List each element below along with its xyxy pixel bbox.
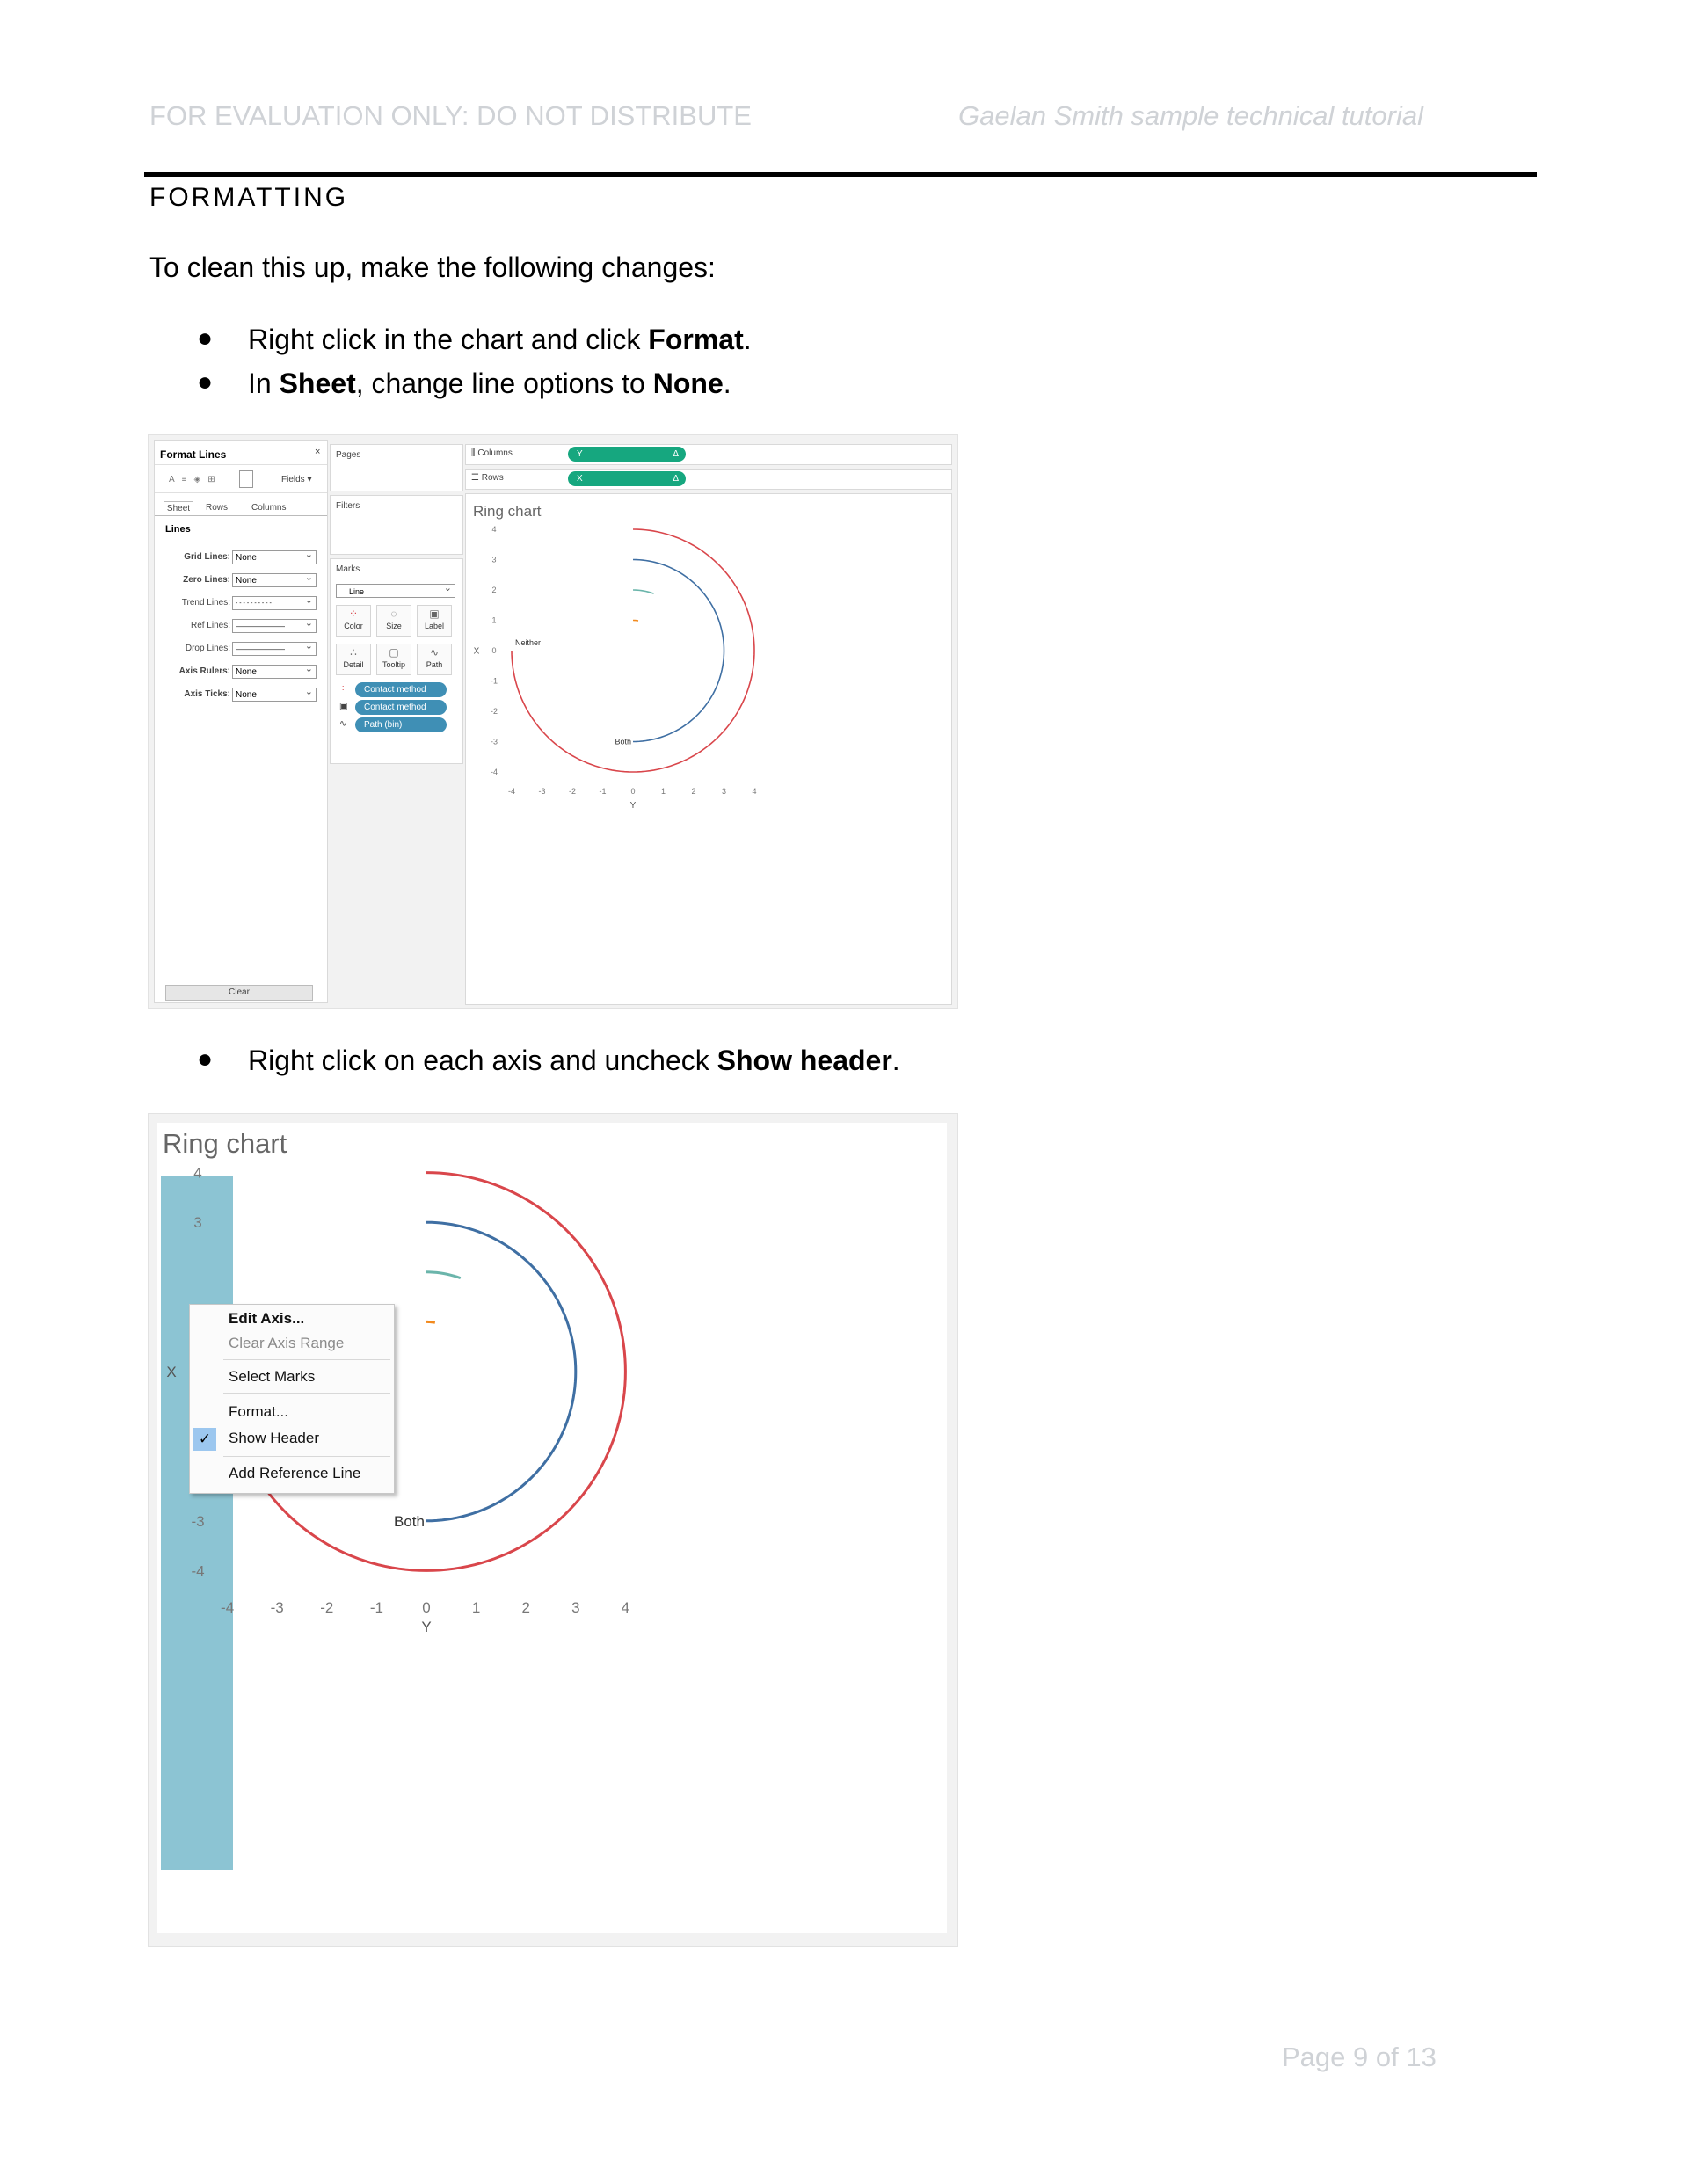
tab-rows[interactable]: Rows: [206, 503, 229, 513]
color-button[interactable]: [336, 605, 371, 637]
columns-shelf[interactable]: [465, 444, 952, 465]
x-tick-label: 0: [630, 787, 636, 796]
section-title: FORMATTING: [149, 183, 349, 212]
x-tick-label: 3: [721, 787, 727, 796]
pages-label: Pages: [336, 450, 361, 460]
bullet-bold: None: [652, 368, 724, 399]
pill-path-bin[interactable]: Path (bin): [355, 717, 447, 732]
header-rule: [144, 172, 1537, 177]
y-tick-label: 3: [491, 555, 497, 564]
detail-icon: ∴: [350, 646, 357, 659]
tab-columns[interactable]: Columns: [251, 503, 287, 513]
size-icon: ◌: [390, 608, 397, 620]
bullet-text: .: [723, 368, 731, 399]
menu-separator: [223, 1393, 390, 1394]
bullet-text: Right click in the chart and click: [248, 324, 649, 355]
ring-chart-svg-2: [157, 1123, 947, 1933]
drop-lines-select[interactable]: ——————— ⌄: [232, 642, 316, 656]
y-tick-label: 4: [491, 525, 497, 535]
axis-context-menu: [189, 1304, 395, 1494]
ring-chart-svg: [466, 494, 951, 1004]
intro-paragraph: To clean this up, make the following changes:: [149, 251, 716, 283]
bullet-bold: Show header: [717, 1045, 892, 1076]
chart-title: Ring chart: [473, 503, 542, 520]
x-tick-label: -4: [221, 1599, 235, 1616]
zero-lines-select[interactable]: None ⌄: [232, 573, 316, 587]
axis-ticks-label: Axis Ticks:: [184, 689, 230, 699]
clear-button[interactable]: Clear: [165, 985, 313, 1001]
delta-icon: Δ: [673, 449, 679, 459]
y-tick-label: -1: [490, 676, 498, 686]
tab-sheet[interactable]: Sheet: [164, 501, 193, 516]
path-pill-icon: ∿: [339, 719, 347, 729]
y-tick-label: -3: [490, 737, 498, 746]
chart-view[interactable]: [465, 493, 952, 1005]
axis-rulers-label: Axis Rulers:: [178, 666, 230, 676]
x-tick-label: -2: [320, 1599, 334, 1616]
color-icon: ⁘: [348, 608, 359, 620]
bullet-text: .: [743, 324, 752, 355]
bullet-icon: ●: [197, 324, 214, 353]
format-lines-panel: [154, 440, 328, 1003]
bullet-show-header: [197, 1045, 900, 1077]
label-both: Both: [615, 737, 631, 746]
x-tick-label: 2: [691, 787, 696, 796]
zero-lines-label: Zero Lines:: [183, 575, 230, 585]
bullet-bold: Format: [648, 324, 744, 355]
ring-series-1: [512, 529, 754, 772]
y-tick-label: -4: [490, 768, 498, 777]
label-button[interactable]: [417, 605, 452, 637]
menu-format[interactable]: Format...: [229, 1403, 289, 1420]
marks-label: Marks: [336, 564, 360, 574]
x-tick-label: -1: [369, 1599, 383, 1616]
lines-icon[interactable]: [239, 470, 253, 488]
bullet-text: .: [891, 1045, 900, 1076]
label-icon: ▣: [429, 608, 440, 620]
grid-lines-select[interactable]: None ⌄: [232, 550, 316, 564]
ring-series-4: [633, 621, 638, 622]
menu-show-header[interactable]: Show Header: [229, 1430, 320, 1446]
x-tick-label: 4: [621, 1599, 630, 1616]
grid-lines-label: Grid Lines:: [184, 552, 230, 562]
x-tick-label: -2: [568, 787, 577, 796]
size-button[interactable]: [376, 605, 411, 637]
chart-title-2: Ring chart: [163, 1128, 287, 1159]
delta-icon: Δ: [673, 474, 679, 484]
drop-lines-label: Drop Lines:: [185, 644, 230, 653]
pill-contact-method-color[interactable]: Contact method: [355, 682, 447, 697]
x-tick-label: -1: [599, 787, 607, 796]
menu-separator: [223, 1359, 390, 1360]
format-toolbar-icons[interactable]: A≡◈⊞: [169, 475, 222, 484]
ring-series-2: [633, 560, 724, 742]
rows-pill-x[interactable]: [568, 471, 686, 486]
fields-dropdown[interactable]: Fields ▾: [281, 475, 312, 484]
bullet-sheet: [197, 368, 731, 400]
chart-view-2[interactable]: [157, 1123, 947, 1933]
header-evaluation-notice: FOR EVALUATION ONLY: DO NOT DISTRIBUTE: [149, 100, 752, 131]
bullet-icon: ●: [197, 1045, 214, 1074]
rows-label: ☰ Rows: [471, 473, 504, 483]
y-tick-label: 1: [491, 615, 497, 625]
ref-lines-select[interactable]: ——————— ⌄: [232, 619, 316, 633]
bullet-text: , change line options to: [355, 368, 653, 399]
ring-series-4: [426, 1321, 435, 1322]
divider: [155, 464, 327, 465]
label-neither: Neither: [515, 638, 542, 647]
y-axis-title: X: [473, 646, 480, 657]
y-tick-label: 4: [193, 1164, 202, 1182]
columns-pill-y[interactable]: [568, 447, 686, 462]
menu-separator: [223, 1456, 390, 1457]
filters-label: Filters: [336, 501, 360, 511]
x-tick-label: 2: [521, 1599, 530, 1616]
bullet-format: [197, 324, 752, 356]
trend-lines-select[interactable]: - - - - - - - - - - ⌄: [232, 596, 316, 610]
x-tick-label: 0: [422, 1599, 431, 1616]
columns-label: ⫼ Columns: [471, 448, 513, 458]
axis-ticks-select[interactable]: None ⌄: [232, 688, 316, 702]
pages-shelf[interactable]: [330, 444, 463, 491]
x-tick-label: 4: [752, 787, 757, 796]
bullet-bold: Sheet: [279, 368, 356, 399]
close-icon[interactable]: ×: [315, 447, 321, 457]
marks-card: [330, 558, 463, 764]
label-both: Both: [394, 1512, 425, 1530]
detail-button[interactable]: [336, 644, 371, 675]
lines-section-label: Lines: [165, 524, 191, 535]
bullet-text: In: [248, 368, 280, 399]
menu-add-reference-line[interactable]: Add Reference Line: [229, 1465, 361, 1481]
ring-series-3: [633, 590, 654, 593]
x-tick-label: 3: [571, 1599, 580, 1616]
y-tick-label: 2: [491, 586, 497, 595]
axis-rulers-select[interactable]: None ⌄: [232, 665, 316, 679]
y-tick-label: 3: [193, 1214, 202, 1232]
tooltip-button-label: Tooltip: [382, 660, 405, 669]
path-button-label: Path: [426, 660, 443, 669]
pill-y-label: Y: [577, 449, 583, 459]
tooltip-button[interactable]: [376, 644, 411, 675]
y-tick-label: 0: [491, 646, 497, 656]
format-panel-title: Format Lines: [160, 448, 227, 461]
pill-contact-method-label[interactable]: Contact method: [355, 700, 447, 715]
menu-select-marks[interactable]: Select Marks: [229, 1368, 316, 1385]
filters-shelf[interactable]: [330, 495, 463, 555]
trend-lines-label: Trend Lines:: [181, 598, 230, 608]
menu-clear-axis-range[interactable]: Clear Axis Range: [229, 1335, 345, 1351]
path-icon: ∿: [429, 646, 440, 659]
rows-shelf[interactable]: [465, 469, 952, 490]
menu-edit-axis[interactable]: Edit Axis...: [229, 1310, 305, 1327]
x-tick-label: 1: [660, 787, 666, 796]
ring-series-2: [426, 1222, 576, 1521]
mark-type-select[interactable]: Line ⌄: [336, 584, 455, 598]
check-icon: ✓: [193, 1428, 216, 1451]
page-number: Page 9 of 13: [1282, 2042, 1437, 2072]
bullet-icon: ●: [197, 368, 214, 397]
ref-lines-label: Ref Lines:: [190, 621, 230, 630]
x-axis-title: Y: [629, 801, 637, 811]
path-button[interactable]: [417, 644, 452, 675]
divider: [155, 515, 327, 516]
size-button-label: Size: [386, 622, 402, 630]
screenshot-axis-context-menu: [148, 1113, 958, 1947]
y-tick-label: -3: [191, 1512, 205, 1530]
color-pill-icon: ⁘: [339, 684, 347, 694]
divider: [155, 492, 327, 493]
x-tick-label: -4: [507, 787, 516, 796]
detail-button-label: Detail: [343, 660, 364, 669]
x-axis-title: Y: [421, 1619, 432, 1635]
y-tick-label: -2: [490, 707, 498, 717]
bullet-text: Right click on each axis and uncheck: [248, 1045, 717, 1076]
color-button-label: Color: [344, 622, 363, 630]
x-tick-label: -3: [538, 787, 546, 796]
x-tick-label: -3: [270, 1599, 284, 1616]
y-axis-title: X: [166, 1363, 177, 1380]
x-tick-label: 1: [471, 1599, 481, 1616]
ring-series-3: [426, 1272, 461, 1278]
label-button-label: Label: [424, 622, 445, 630]
screenshot-format-lines: [148, 434, 958, 1009]
y-tick-label: -4: [191, 1562, 205, 1580]
tooltip-icon: ▢: [389, 646, 399, 659]
header-author: Gaelan Smith sample technical tutorial: [958, 100, 1423, 131]
pill-x-label: X: [577, 474, 583, 484]
label-pill-icon: ▣: [339, 702, 348, 711]
